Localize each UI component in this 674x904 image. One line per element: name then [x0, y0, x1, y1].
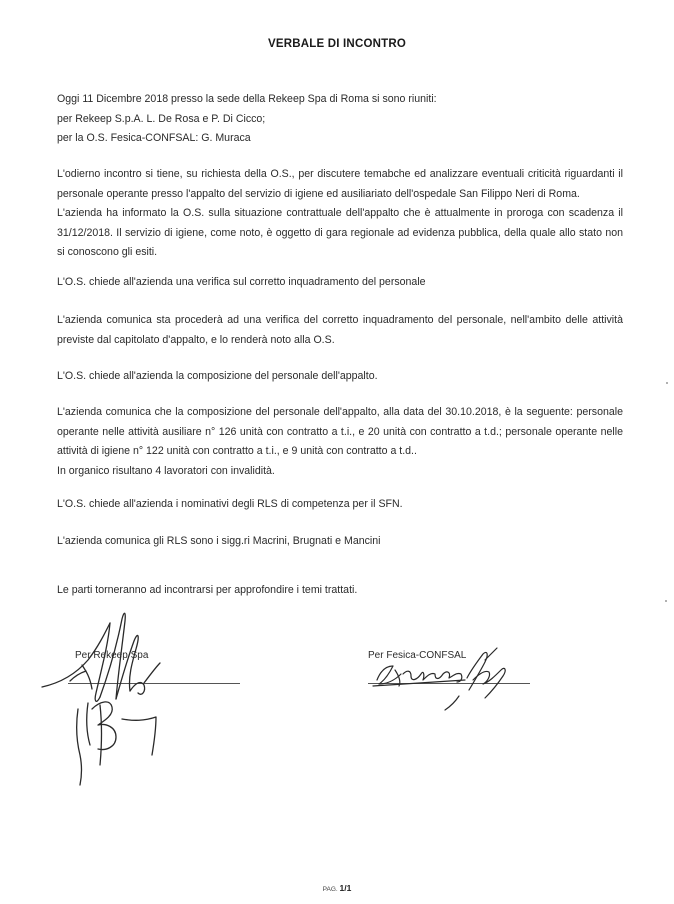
paragraph-line: personale operante presso l'appalto del servizio di igiene ed ausiliariato dell'ospedale San Filippo Neri di Roma. — [57, 187, 580, 200]
paragraph-line: si conoscono gli esiti. — [57, 246, 158, 258]
paragraph-line: Le parti torneranno ad incontrarsi per approfondire i temi trattati. — [57, 584, 358, 596]
intro-line: per Rekeep S.p.A. L. De Rosa e P. Di Cicco; — [57, 112, 266, 125]
paragraph-line: operante nelle attività ausiliare n° 126 unità con contratto a t.i., e 20 unità con contratto a t.d.; personale operante nelle — [57, 425, 623, 438]
paragraph-closing — [57, 581, 623, 601]
paragraph-os-request-rls — [57, 495, 623, 515]
paragraph-line: L'azienda comunica che la composizione del personale dell'appalto, alla data del 30.10.2018, è la seguente: personale — [57, 406, 623, 418]
paragraph-line: L'odierno incontro si tiene, su richiesta della O.S., per discutere temabche ed analizzare eventuali criticità riguardanti il — [57, 168, 623, 180]
paragraph-company-verification — [57, 311, 623, 350]
scan-speck — [665, 600, 667, 602]
paragraph-os-request-verification — [57, 273, 623, 293]
paragraph-line: L'azienda comunica sta procederà ad una verifica del corretto inquadramento del personale, nell'ambito delle attività — [57, 314, 623, 326]
page-number-value: 1/1 — [339, 883, 352, 893]
intro-line: per la O.S. Fesica-CONFSAL: G. Muraca — [57, 132, 251, 144]
intro-paragraph — [57, 90, 623, 149]
signature-label-rekeep: Per Rekeep Spa — [75, 650, 149, 661]
paragraph-line: L'O.S. chiede all'azienda i nominativi degli RLS di competenza per il SFN. — [57, 498, 403, 510]
paragraph-company-rls — [57, 532, 623, 552]
paragraph-line: In organico risultano 4 lavoratori con invalidità. — [57, 464, 275, 477]
paragraph-line: previste dal capitolato d'appalto, e lo renderà noto alla O.S. — [57, 333, 335, 346]
document-title: VERBALE DI INCONTRO — [268, 38, 406, 50]
signature-label-fesica: Per Fesica-CONFSAL — [368, 650, 467, 661]
page-number-prefix: PAG. — [322, 886, 338, 893]
signature-fesica-handwritten — [365, 640, 535, 715]
intro-line: Oggi 11 Dicembre 2018 presso la sede della Rekeep Spa di Roma si sono riuniti: — [57, 93, 437, 105]
paragraph-os-request-composition — [57, 367, 623, 387]
paragraph-line: L'azienda ha informato la O.S. sulla situazione contrattuale dell'appalto che è attualmente in proroga con scadenza il — [57, 207, 623, 219]
paragraph-company-composition — [57, 403, 623, 481]
signature-rekeep-handwritten — [30, 605, 250, 790]
paragraph-meeting-purpose — [57, 165, 623, 263]
paragraph-line: L'O.S. chiede all'azienda una verifica sul corretto inquadramento del personale — [57, 276, 426, 288]
scan-speck — [666, 382, 668, 384]
page-number — [0, 883, 674, 893]
paragraph-line: L'O.S. chiede all'azienda la composizione del personale dell'appalto. — [57, 370, 378, 382]
paragraph-line: attività di igiene n° 122 unità con contratto a t.i., e 9 unità con contratto a t.d.. — [57, 445, 417, 457]
paragraph-line: 31/12/2018. Il servizio di igiene, come noto, è oggetto di gara regionale ad evidenza pubblica, della quale allo stato non — [57, 226, 623, 239]
paragraph-line: L'azienda comunica gli RLS sono i sigg.ri Macrini, Brugnati e Mancini — [57, 535, 381, 547]
